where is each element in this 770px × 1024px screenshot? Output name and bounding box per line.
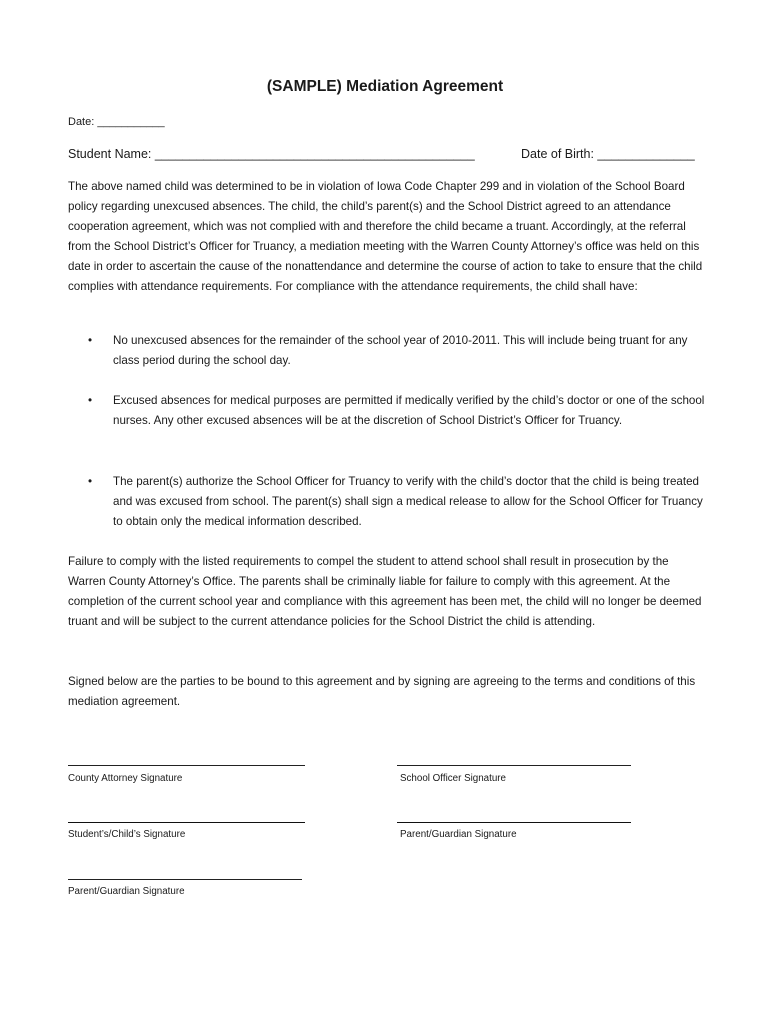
signed-paragraph: Signed below are the parties to be bound to this agreement and by signing are agreeing to the terms and conditions of this mediation agreement. [68,675,696,708]
student-signature-label: Student’s/Child’s Signature [68,829,186,840]
parent-guardian-signature-line-2 [68,879,302,880]
list-item-text: Excused absences for medical purposes are permitted if medically verified by the child’s doctor or one of the school nurses. Any other excused absences will be at the discretion of School District’s Officer for Truancy. [113,394,705,427]
list-item-text: No unexcused absences for the remainder of the school year of 2010-2011. This will include being truant for any class period during the school day. [113,334,688,367]
student-name-field: Student Name: ______________________________________________ [68,147,475,161]
school-officer-signature-label: School Officer Signature [400,773,507,784]
parent-guardian-signature-label: Parent/Guardian Signature [400,829,517,840]
bullet-icon: • [88,394,93,407]
county-attorney-signature-line [68,765,305,766]
document-title: (SAMPLE) Mediation Agreement [266,78,504,95]
intro-paragraph: The above named child was determined to be in violation of Iowa Code Chapter 299 and in violation of the School Board policy regarding unexcused absences. The child, the child’s parent(s) and the School District agreed to an attendance cooperation agreement, which was not complied with and therefore the child became a truant. Accordingly, at the referral from the School District’s Officer for Truancy, a mediation meeting with the Warren County Attorney’s office was held on this date in order to ascertain the cause of the nonattendance and determine the course of action to take to ensure that the child complies with attendance requirements. For compliance with the attendance requirements, the child shall have: [68,180,703,293]
parent-guardian-signature-line [397,822,631,823]
date-of-birth-field: Date of Birth: ______________ [521,147,695,161]
parent-guardian-signature-label-2: Parent/Guardian Signature [68,886,185,897]
student-signature-line [68,822,305,823]
county-attorney-signature-label: County Attorney Signature [68,773,183,784]
school-officer-signature-line [397,765,631,766]
date-field: Date: ___________ [68,116,165,128]
bullet-icon: • [88,334,93,347]
bullet-icon: • [88,475,93,488]
list-item-text: The parent(s) authorize the School Officer for Truancy to verify with the child’s doctor that the child is being treated and was excused from school. The parent(s) shall sign a medical release to allow for the School Officer for Truancy to obtain only the medical information described. [113,475,703,528]
failure-paragraph: Failure to comply with the listed requirements to compel the student to attend school shall result in prosecution by the Warren County Attorney’s Office. The parents shall be criminally liable for failure to comply with this agreement. At the completion of the current school year and compliance with this agreement has been met, the child will no longer be deemed truant and will be subject to the current attendance policies for the School District the child is attending. [68,555,702,628]
